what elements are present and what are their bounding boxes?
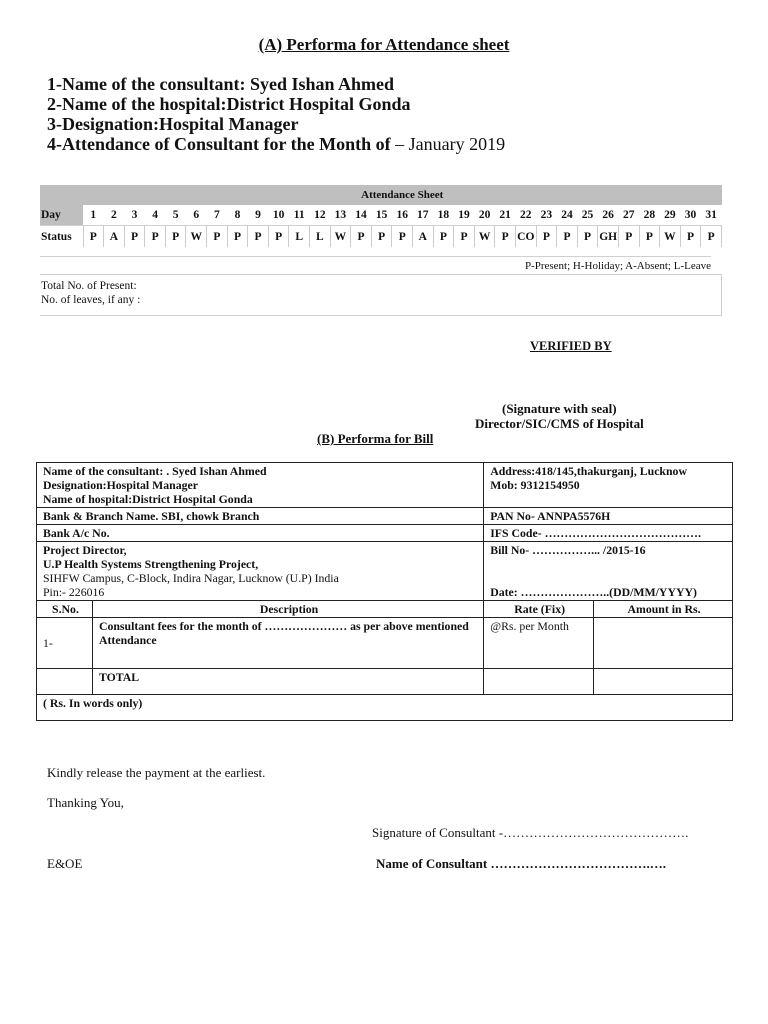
status-cell: A <box>413 226 434 248</box>
day-cell: 7 <box>207 205 228 226</box>
bill-project-name: U.P Health Systems Strengthening Project, <box>43 557 259 571</box>
attendance-sheet-title: (A) Performa for Attendance sheet <box>258 35 510 54</box>
bill-pin: Pin:- 226016 <box>43 585 105 599</box>
status-cell: P <box>124 226 145 248</box>
bill-project-row <box>37 542 733 601</box>
bill-account-row <box>37 525 733 542</box>
release-request: Kindly release the payment at the earliest. <box>47 765 266 780</box>
bill-consultant-cell <box>37 463 484 508</box>
day-cell: 2 <box>104 205 125 226</box>
day-cell: 4 <box>145 205 166 226</box>
day-cell: 29 <box>660 205 681 226</box>
status-cell: P <box>227 226 248 248</box>
thanking-you: Thanking You, <box>47 795 124 810</box>
day-cell: 28 <box>639 205 660 226</box>
item-sno: 1- <box>37 618 93 669</box>
bill-number-cell <box>484 542 733 601</box>
day-cell: 19 <box>454 205 475 226</box>
bill-project-director: Project Director, <box>43 543 127 557</box>
bill-item-row <box>37 618 733 669</box>
attendance-legend: P-Present; H-Holiday; A-Absent; L-Leave <box>40 256 711 272</box>
total-amount <box>594 669 733 695</box>
day-cell: 8 <box>227 205 248 226</box>
bill-consultant-row <box>37 463 733 508</box>
day-cell: 22 <box>515 205 536 226</box>
bill-date: Date: …………………..(DD/MM/YYYY) <box>490 585 697 599</box>
status-cell: P <box>248 226 269 248</box>
item-rate: @Rs. per Month <box>484 618 594 669</box>
attendance-month-line <box>47 134 505 154</box>
bill-title: (B) Performa for Bill <box>317 431 434 446</box>
day-cell: 31 <box>701 205 722 226</box>
attendance-month-value: – January 2019 <box>390 134 506 154</box>
bill-mobile: Mob: 9312154950 <box>490 478 580 492</box>
day-cell: 13 <box>330 205 351 226</box>
day-cell: 15 <box>371 205 392 226</box>
day-cell: 6 <box>186 205 207 226</box>
total-label: TOTAL <box>92 669 483 695</box>
day-cell: 21 <box>495 205 516 226</box>
status-cell: P <box>83 226 104 248</box>
attendance-days-row <box>40 205 722 226</box>
bill-bank-row <box>37 508 733 525</box>
director-label: Director/SIC/CMS of Hospital <box>475 416 644 431</box>
consultant-signature: Signature of Consultant -……………………………………. <box>372 825 689 840</box>
total-present-label: Total No. of Present: <box>41 280 137 292</box>
status-cell: P <box>639 226 660 248</box>
day-cell: 11 <box>289 205 310 226</box>
day-cell: 16 <box>392 205 413 226</box>
status-cell: L <box>289 226 310 248</box>
total-blank <box>37 669 93 695</box>
bill-designation: Designation:Hospital Manager <box>43 478 198 492</box>
day-cell: 9 <box>248 205 269 226</box>
day-cell: 3 <box>124 205 145 226</box>
bill-total-row <box>37 669 733 695</box>
status-cell: P <box>454 226 475 248</box>
day-cell: 30 <box>680 205 701 226</box>
status-cell: GH <box>598 226 619 248</box>
bill-column-headers <box>37 601 733 618</box>
col-description: Description <box>92 601 483 618</box>
bill-number: Bill No- ……………... /2015-16 <box>490 543 646 557</box>
bill-address-cell <box>484 463 733 508</box>
attendance-grid <box>40 185 722 247</box>
day-cell: 18 <box>433 205 454 226</box>
bill-ifs-code: IFS Code- …………………………………. <box>484 525 733 542</box>
bill-project-cell <box>37 542 484 601</box>
status-cell: CO <box>515 226 536 248</box>
day-cell: 25 <box>577 205 598 226</box>
status-cell: P <box>145 226 166 248</box>
amount-in-words: ( Rs. In words only) <box>37 695 733 721</box>
col-sno: S.No. <box>37 601 93 618</box>
status-cell: P <box>536 226 557 248</box>
attendance-header-row <box>40 185 722 205</box>
day-cell: 1 <box>83 205 104 226</box>
day-cell: 12 <box>310 205 331 226</box>
attendance-header-label: Attendance Sheet <box>83 185 722 205</box>
item-amount <box>594 618 733 669</box>
day-cell: 17 <box>413 205 434 226</box>
day-cell: 10 <box>268 205 289 226</box>
leaves-label: No. of leaves, if any : <box>41 294 141 306</box>
status-cell: P <box>495 226 516 248</box>
day-cell: 24 <box>557 205 578 226</box>
consultant-name-line: 1-Name of the consultant: Syed Ishan Ahmed <box>47 74 395 94</box>
status-cell: P <box>701 226 722 248</box>
attendance-month-label: 4-Attendance of Consultant for the Month of <box>47 134 391 154</box>
day-cell: 27 <box>618 205 639 226</box>
status-cell: P <box>680 226 701 248</box>
attendance-totals <box>40 274 722 316</box>
status-cell: A <box>104 226 125 248</box>
col-rate: Rate (Fix) <box>484 601 594 618</box>
bill-address: Address:418/145,thakurganj, Lucknow <box>490 464 687 478</box>
bill-consultant-name: Name of the consultant: . Syed Ishan Ahmed <box>43 464 267 478</box>
status-cell: P <box>433 226 454 248</box>
item-description: Consultant fees for the month of ………………… as per above mentioned Attendance <box>92 618 483 669</box>
status-cell: P <box>577 226 598 248</box>
status-cell: L <box>310 226 331 248</box>
consultant-info-block <box>47 74 505 154</box>
day-cell: 23 <box>536 205 557 226</box>
designation-line: 3-Designation:Hospital Manager <box>47 114 299 134</box>
signature-seal-label: (Signature with seal) <box>502 401 617 416</box>
bill-campus: SIHFW Campus, C-Block, Indira Nagar, Lucknow (U.P) India <box>43 571 339 585</box>
day-cell: 5 <box>165 205 186 226</box>
day-cell: 26 <box>598 205 619 226</box>
col-amount: Amount in Rs. <box>594 601 733 618</box>
day-cell: 20 <box>474 205 495 226</box>
bill-pan: PAN No- ANNPA5576H <box>484 508 733 525</box>
hospital-name-line: 2-Name of the hospital:District Hospital Gonda <box>47 94 411 114</box>
status-cell: W <box>660 226 681 248</box>
attendance-status-row <box>40 226 722 248</box>
total-rate <box>484 669 594 695</box>
status-cell: P <box>618 226 639 248</box>
status-cell: P <box>392 226 413 248</box>
bill-bank-branch: Bank & Branch Name. SBI, chowk Branch <box>37 508 484 525</box>
status-cell: W <box>186 226 207 248</box>
status-cell: P <box>371 226 392 248</box>
eoe-label: E&OE <box>47 856 83 871</box>
bill-table <box>36 462 733 721</box>
bill-bank-account: Bank A/c No. <box>37 525 484 542</box>
status-cell: W <box>474 226 495 248</box>
bill-hospital: Name of hospital:District Hospital Gonda <box>43 492 253 506</box>
status-cell: P <box>268 226 289 248</box>
status-cell: P <box>165 226 186 248</box>
status-cell: P <box>351 226 372 248</box>
status-label: Status <box>40 226 83 248</box>
attendance-header-blank <box>40 185 83 205</box>
bill-words-row <box>37 695 733 721</box>
verified-by-label: VERIFIED BY <box>530 339 612 353</box>
day-cell: 14 <box>351 205 372 226</box>
day-label: Day <box>40 205 83 226</box>
status-cell: W <box>330 226 351 248</box>
status-cell: P <box>207 226 228 248</box>
consultant-name-footer: Name of Consultant ……………………………….…. <box>376 856 666 871</box>
status-cell: P <box>557 226 578 248</box>
